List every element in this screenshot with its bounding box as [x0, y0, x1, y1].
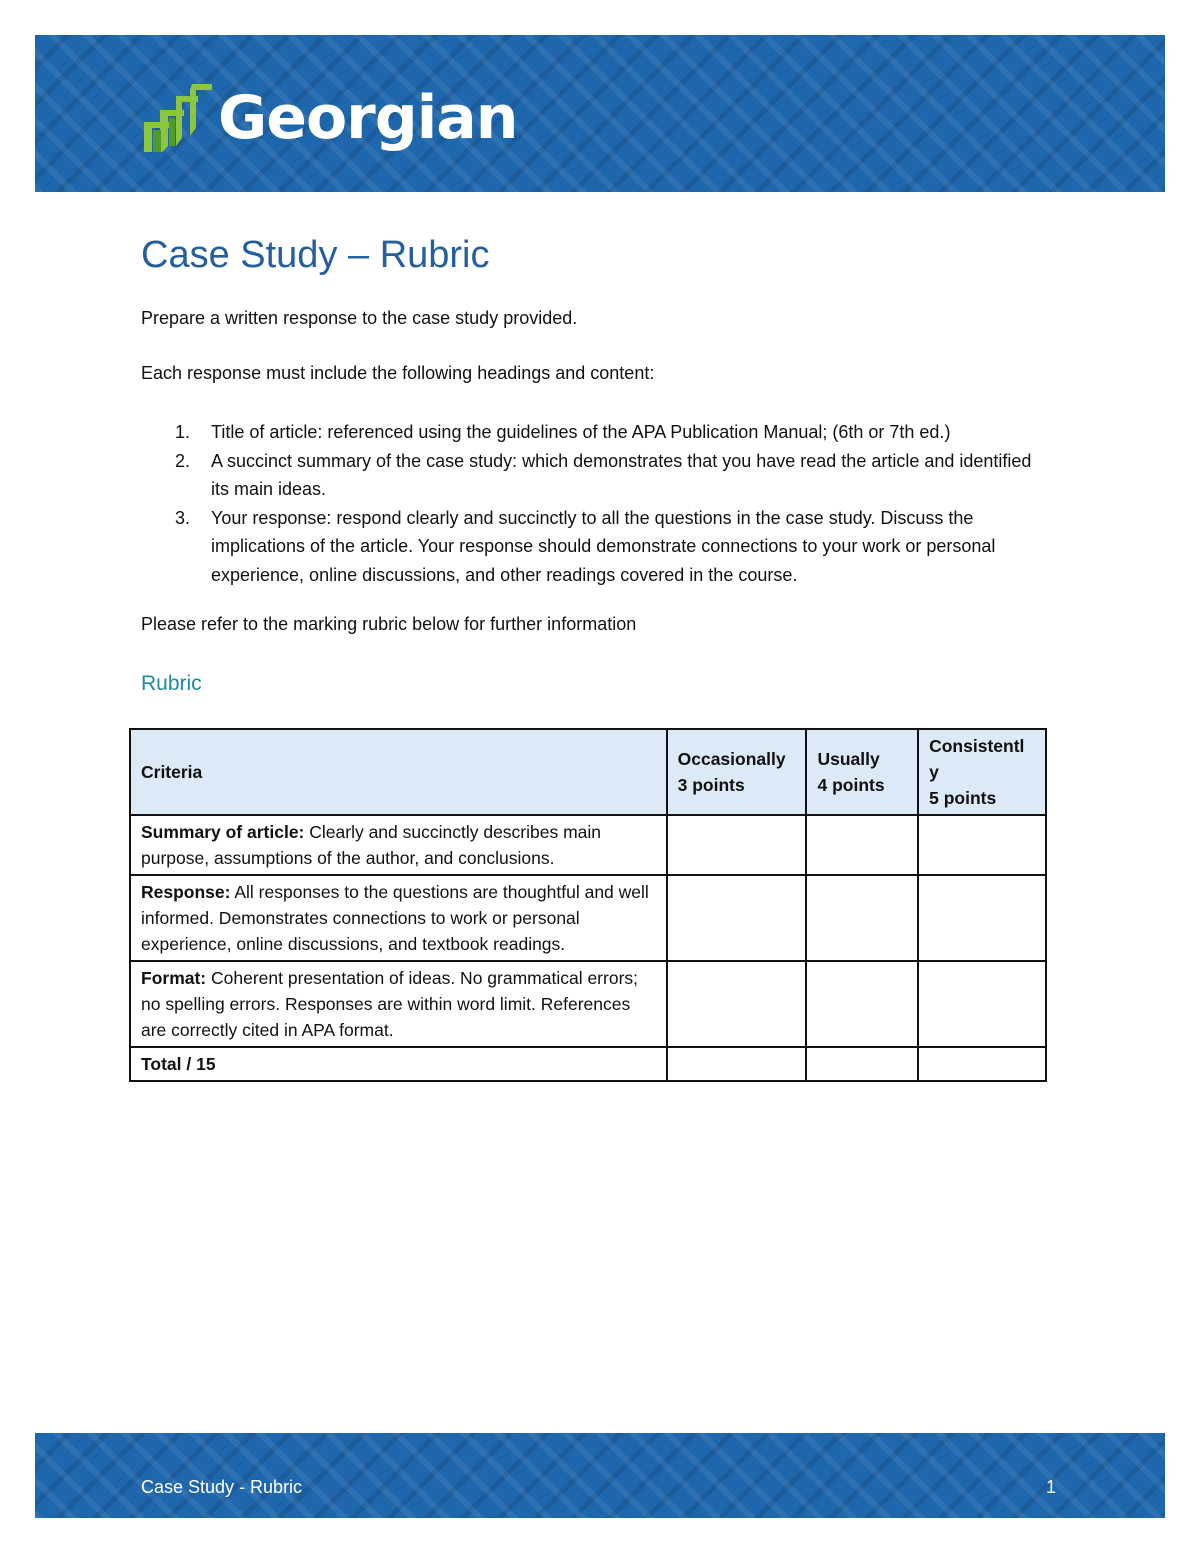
- table-header-row: [130, 729, 1046, 815]
- criteria-header: Criteria: [130, 729, 667, 815]
- criteria-cell: Response: All responses to the questions are thoughtful and well informed. Demonstrates connections to work or personal experience, online discussions, and textbook readings.: [130, 875, 667, 961]
- table-row: [130, 815, 1046, 875]
- score-cell[interactable]: [806, 815, 918, 875]
- total-cell: Total / 15: [130, 1047, 667, 1081]
- criteria-cell: Summary of article: Clearly and succinctly describes main purpose, assumptions of the author, and conclusions.: [130, 815, 667, 875]
- requirements-list: [141, 418, 1051, 589]
- score-cell[interactable]: [918, 961, 1046, 1047]
- list-item: [141, 447, 1051, 504]
- table-row: [130, 875, 1046, 961]
- occasionally-header: Occasionally 3 points: [667, 729, 807, 815]
- score-cell[interactable]: [667, 875, 807, 961]
- footer-title: Case Study - Rubric: [141, 1477, 303, 1497]
- score-cell[interactable]: [806, 961, 918, 1047]
- table-row: [130, 961, 1046, 1047]
- headings-intro-text: Each response must include the following headings and content:: [141, 363, 655, 383]
- score-cell[interactable]: [806, 875, 918, 961]
- usually-header: Usually 4 points: [806, 729, 918, 815]
- list-item: [141, 504, 1051, 590]
- list-number: 2.: [175, 450, 191, 471]
- score-cell[interactable]: [918, 815, 1046, 875]
- criteria-cell: Format: Coherent presentation of ideas. No grammatical errors; no spelling errors. Responses are within word limit. References are correctly cited in APA format.: [130, 961, 667, 1047]
- refer-text: Please refer to the marking rubric below for further information: [141, 614, 637, 634]
- georgian-logo-icon: [140, 80, 216, 156]
- score-cell[interactable]: [667, 815, 807, 875]
- georgian-logo: [140, 72, 517, 164]
- rubric-table: [129, 728, 1047, 1082]
- list-item-text: Your response: respond clearly and succinctly to all the questions in the case study. Discuss the implications of the article. Your response should demonstrate connections to your work or personal experience, online discussions, and other readings covered in the course.: [211, 507, 996, 585]
- consistently-header: Consistentl y 5 points: [918, 729, 1046, 815]
- document-title: Case Study – Rubric: [141, 234, 490, 276]
- score-cell[interactable]: [918, 875, 1046, 961]
- list-item: [141, 418, 1051, 447]
- list-number: 3.: [175, 507, 191, 528]
- logo-wordmark: Georgian: [218, 83, 518, 153]
- rubric-heading: Rubric: [141, 672, 202, 695]
- list-item-text: Title of article: referenced using the guidelines of the APA Publication Manual; (6th or 7th ed.): [211, 422, 951, 442]
- list-item-text: A succinct summary of the case study: which demonstrates that you have read the article and identified its main ideas.: [211, 450, 1032, 499]
- list-number: 1.: [175, 422, 191, 442]
- score-cell[interactable]: [667, 961, 807, 1047]
- score-cell[interactable]: [667, 1047, 807, 1081]
- footer-banner: [35, 1433, 1165, 1518]
- total-row: [130, 1047, 1046, 1081]
- score-cell[interactable]: [806, 1047, 918, 1081]
- page-number: 1: [1046, 1477, 1057, 1497]
- score-cell[interactable]: [918, 1047, 1046, 1081]
- intro-text: Prepare a written response to the case study provided.: [141, 308, 578, 328]
